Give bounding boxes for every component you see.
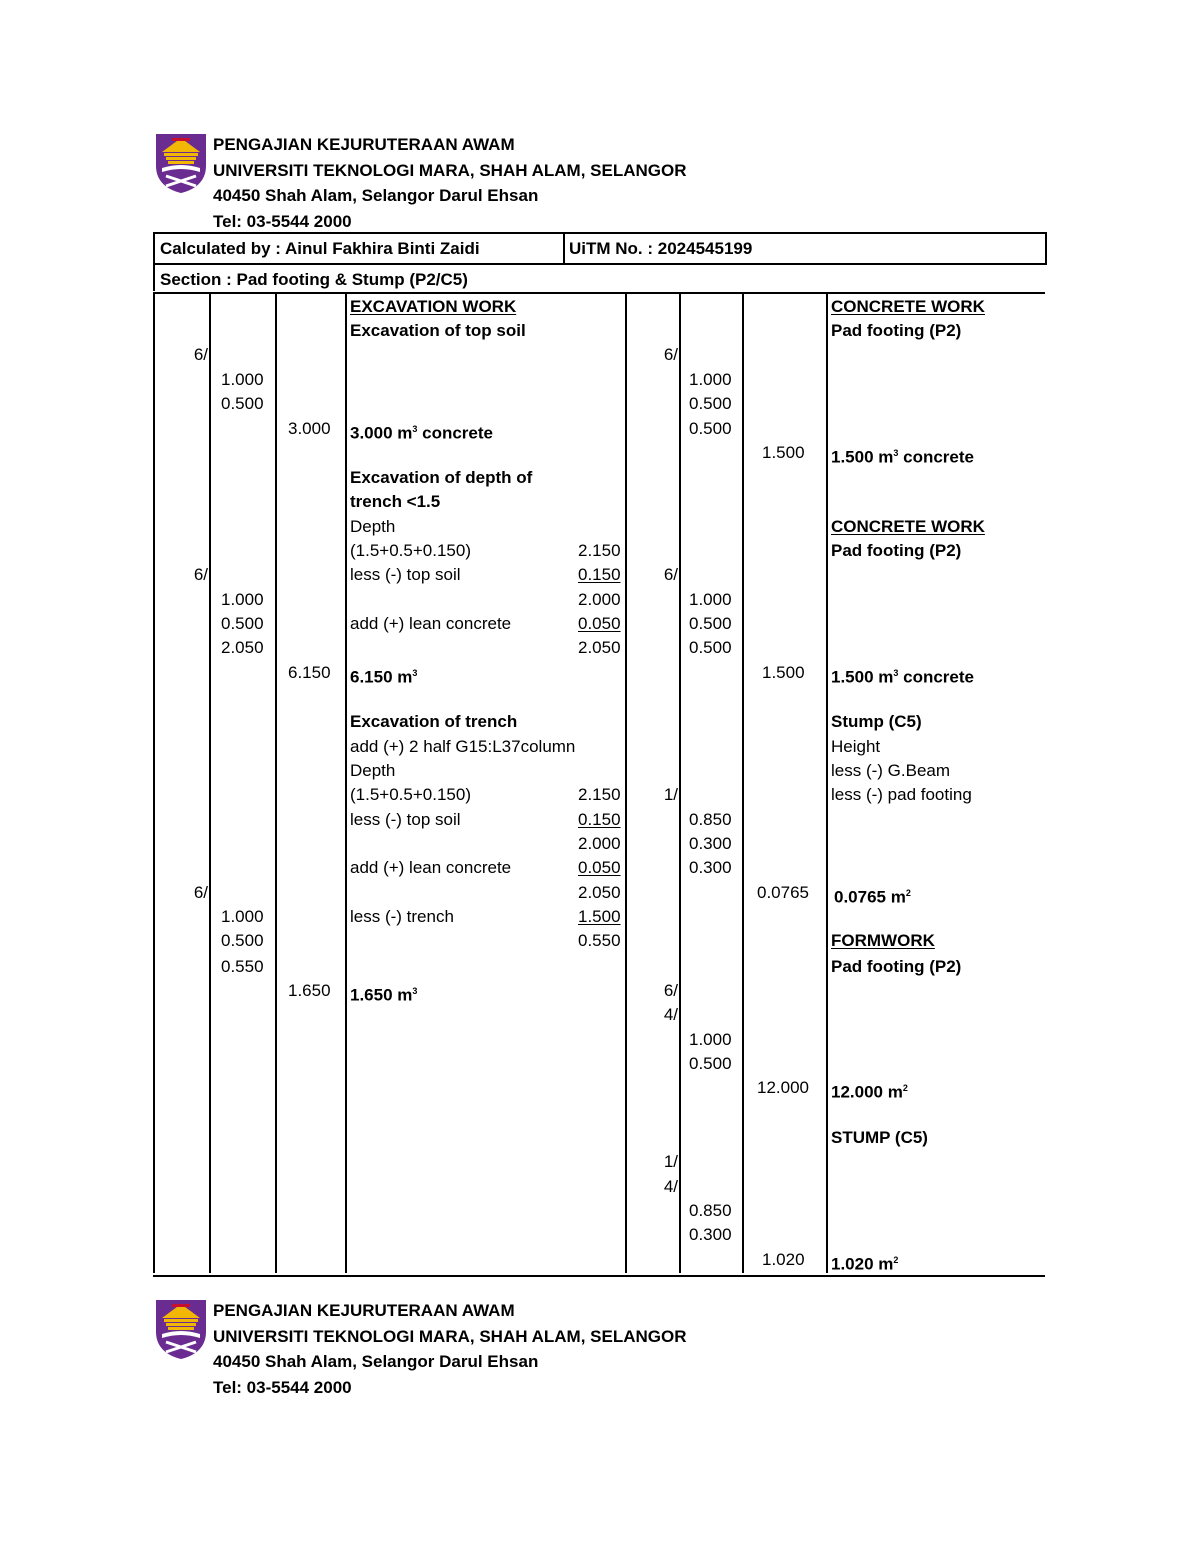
waste-label: less (-) G.Beam (831, 761, 951, 780)
timesing: 6/ (193, 883, 208, 902)
dimension: 0.300 (689, 858, 732, 877)
col-rule (275, 294, 277, 1273)
waste-value: 2.000 (578, 834, 621, 853)
uitm-logo-icon (154, 132, 208, 194)
waste-value: 0.150 (578, 565, 621, 584)
waste-value: 0.550 (578, 931, 621, 950)
dimension: 0.850 (689, 1201, 732, 1220)
waste-label: less (-) top soil (350, 565, 461, 584)
timesing: 4/ (663, 1005, 678, 1024)
concrete-result: 1.500 $m^3$ concrete (831, 667, 974, 687)
page-header (154, 132, 854, 232)
stump-heading: Stump (C5) (831, 712, 922, 731)
section-title: Section : Pad footing & Stump (P2/C5) (160, 270, 468, 289)
dimension: 1.000 (221, 590, 264, 609)
depth-result: 6.150 $m^3$ (350, 667, 418, 687)
waste-value: 1.500 (578, 907, 621, 926)
concrete-title: CONCRETE WORK (831, 297, 985, 316)
dimension: 0.300 (689, 834, 732, 853)
waste-label: Depth (350, 761, 396, 780)
stump-result: 0.0765 $m^2$ (834, 887, 911, 907)
col-rule (153, 294, 155, 1273)
dimension: 1.000 (689, 590, 732, 609)
waste-label: Depth (350, 517, 396, 536)
stump-formwork-result: 1.020 $m^2$ (831, 1254, 899, 1274)
dimension: 1.000 (221, 907, 264, 926)
waste-label: add (+) lean concrete (350, 614, 512, 633)
trench-result: 1.650 $m^3$ (350, 985, 418, 1005)
calc-info-row (153, 232, 1047, 265)
excavation-title: EXCAVATION WORK (350, 297, 517, 316)
stump-formwork-heading: STUMP (C5) (831, 1128, 928, 1147)
header-dept: PENGAJIAN KEJURUTERAAN AWAM (213, 135, 515, 154)
squared-total: 6.150 (288, 663, 331, 682)
header-phone: Tel: 03-5544 2000 (213, 1378, 352, 1398)
pad-footing-heading: Pad footing (P2) (831, 957, 962, 976)
timesing: 4/ (663, 1177, 678, 1196)
dimension: 0.500 (689, 614, 732, 633)
waste-value: 0.150 (578, 810, 621, 829)
waste-label: less (-) trench (350, 907, 454, 926)
header-address: 40450 Shah Alam, Selangor Darul Ehsan (213, 186, 539, 206)
col-rule (209, 294, 211, 1273)
dimension: 0.500 (689, 638, 732, 657)
concrete-title: CONCRETE WORK (831, 517, 985, 536)
header-dept: PENGAJIAN KEJURUTERAAN AWAM (213, 1301, 515, 1320)
pad-footing-heading: Pad footing (P2) (831, 321, 962, 340)
page-header-repeat (154, 1298, 854, 1398)
dimension: 0.850 (689, 810, 732, 829)
waste-value: 2.150 (578, 541, 621, 560)
uitm-logo-icon (154, 1298, 208, 1360)
dimension: 1.000 (689, 370, 732, 389)
squared-total: 1.500 (762, 663, 805, 682)
pad-footing-heading: Pad footing (P2) (831, 541, 962, 560)
topsoil-result: 3.000 $m^3$ concrete (350, 423, 493, 443)
waste-value: 2.000 (578, 590, 621, 609)
formwork-title: FORMWORK (831, 931, 935, 950)
timesing: 1/ (663, 785, 678, 804)
waste-value: 2.050 (578, 883, 621, 902)
waste-label: add (+) lean concrete (350, 858, 512, 877)
calculated-by: Calculated by : Ainul Fakhira Binti Zaidi (160, 239, 480, 258)
squared-total: 1.500 (762, 443, 805, 462)
squared-total: 1.650 (288, 981, 331, 1000)
timesing: 6/ (663, 345, 678, 364)
section-row (153, 263, 1045, 291)
waste-label: less (-) pad footing (831, 785, 972, 804)
waste-label: less (-) top soil (350, 810, 461, 829)
dimension: 0.550 (221, 957, 264, 976)
waste-label: (1.5+0.5+0.150) (350, 541, 471, 560)
header-university: UNIVERSITI TEKNOLOGI MARA, SHAH ALAM, SELANGOR (213, 160, 687, 180)
timesing: 1/ (663, 1152, 678, 1171)
col-rule (345, 294, 347, 1273)
waste-label: Height (831, 737, 881, 756)
dimension: 0.500 (689, 1054, 732, 1073)
dimension: 0.300 (689, 1225, 732, 1244)
dimension: 1.000 (689, 1030, 732, 1049)
header-address: 40450 Shah Alam, Selangor Darul Ehsan (213, 1352, 539, 1372)
trench-heading: Excavation of trench (350, 712, 518, 731)
col-rule (625, 294, 627, 1273)
dimension: 0.500 (689, 394, 732, 413)
col-rule (679, 294, 681, 1273)
timesing: 6/ (663, 565, 678, 584)
header-university: UNIVERSITI TEKNOLOGI MARA, SHAH ALAM, SELANGOR (213, 1326, 687, 1346)
waste-value: 0.050 (578, 858, 621, 877)
waste-label: (1.5+0.5+0.150) (350, 785, 471, 804)
dimension: 0.500 (221, 394, 264, 413)
waste-value: 2.050 (578, 638, 621, 657)
waste-label: add (+) 2 half G15:L37column (350, 737, 576, 756)
uitm-number: UiTM No. : 2024545199 (569, 239, 753, 258)
timesing: 6/ (193, 565, 208, 584)
col-rule (742, 294, 744, 1273)
squared-total: 0.0765 (757, 883, 809, 902)
col-rule (826, 294, 828, 1273)
depth-heading: Excavation of depth of (350, 468, 533, 487)
squared-total: 3.000 (288, 419, 331, 438)
dimension: 0.500 (689, 419, 732, 438)
timesing: 6/ (663, 981, 678, 1000)
waste-value: 2.150 (578, 785, 621, 804)
squared-total: 12.000 (757, 1078, 809, 1097)
formwork-result: 12.000 $m^2$ (831, 1082, 908, 1102)
dimension: 0.500 (221, 931, 264, 950)
dimension: 2.050 (221, 638, 264, 657)
squared-total: 1.020 (762, 1250, 805, 1269)
dimension: 1.000 (221, 370, 264, 389)
dimension: 0.500 (221, 614, 264, 633)
topsoil-heading: Excavation of top soil (350, 321, 526, 340)
waste-value: 0.050 (578, 614, 621, 633)
header-phone: Tel: 03-5544 2000 (213, 212, 352, 232)
depth-heading-2: trench <1.5 (350, 492, 441, 511)
concrete-result: 1.500 $m^3$ concrete (831, 447, 974, 467)
timesing: 6/ (193, 345, 208, 364)
divider (563, 234, 565, 263)
